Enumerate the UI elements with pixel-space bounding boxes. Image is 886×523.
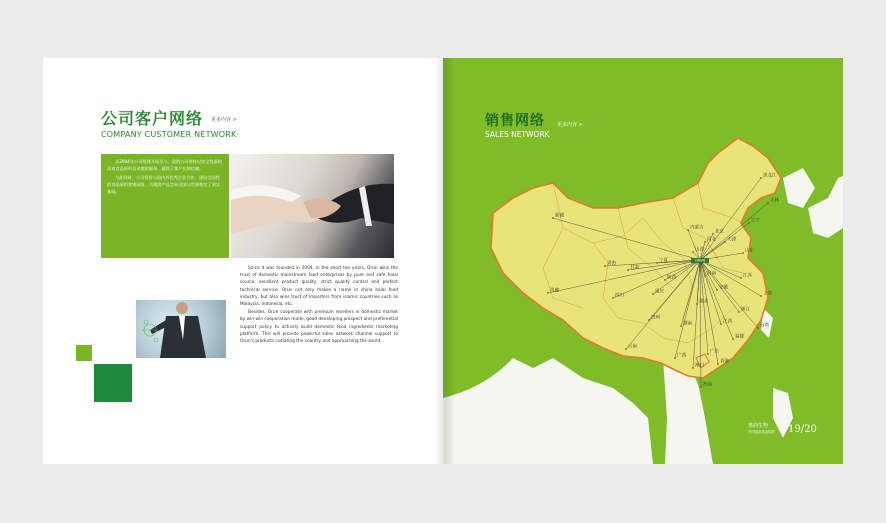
section-title-en: SALES NETWORK [485,130,550,139]
province-dot [625,348,627,350]
decorative-square-small [76,345,92,361]
english-intro-text [240,265,398,346]
province-label: 辽宁 [751,218,760,224]
province-dot [652,293,654,295]
province-label: 河北 [707,237,716,243]
province-dot [767,202,769,204]
province-label: 台湾 [760,323,769,329]
province-dot [760,177,762,179]
province-label: 福建 [735,334,744,340]
cn-paragraph: 与此同时，公司坚持与国内外优秀企业合作，建设全国性的食品原料营销网络，为奥润产品走向全国与世界奠定了坚实基础。 [107,175,221,194]
province-label: 吉林 [770,198,779,204]
province-dot [648,319,650,321]
south-asia-landmass [443,358,653,464]
more-link[interactable]: 更多内容 > [557,122,583,128]
province-label: 重庆 [655,289,664,295]
more-link[interactable]: 更多内容 > [211,117,237,123]
province-label: 西藏 [550,288,559,294]
province-dot [547,292,549,294]
province-dot [707,353,709,355]
section-title-cn: 销售网络 [485,113,545,129]
province-dot [692,251,694,253]
brand-name: 奥润生物 [748,423,769,429]
province-dot [692,367,694,369]
handshake-photo [231,154,394,258]
province-dot [604,265,606,267]
province-label: 黑龙江 [763,173,777,179]
province-dot [760,295,762,297]
province-label: 广东 [710,349,719,355]
province-dot [704,241,706,243]
province-label: 北京 [715,229,724,235]
province-dot [552,217,554,219]
province-label: 甘肃 [630,265,639,271]
province-dot [724,241,726,243]
province-dot [748,222,750,224]
province-dot [712,233,714,235]
province-dot [664,279,666,281]
province-label: 湖南 [683,321,692,327]
brand-logo [748,423,775,435]
province-dot [627,269,629,271]
cn-paragraph: 从2004年公司组建开始至今，奥润公司坚持以安全优质的清真食品原料及卓越的服务，赢得了客户长期信赖。 [107,159,222,171]
province-dot [720,323,722,325]
province-label: 湖北 [699,299,708,305]
province-dot [656,262,658,264]
province-label: 香港 [720,359,729,365]
province-label: 广西 [677,353,686,359]
province-dot [674,357,676,359]
province-dot [717,363,719,365]
chinese-intro-box [101,154,229,258]
page-title-cn: 公司客户网络 [101,109,204,128]
province-dot [696,303,698,305]
province-label: 天津 [727,237,736,243]
province-label: 浙江 [741,307,750,313]
province-dot [732,338,734,340]
brand-tagline: 中国清真食品原料 [748,430,776,434]
en-paragraph: Since it was founded in 2004, in the short ten years, Orun wins the trust of domestic mainstream food enterprises by pure and safe halal source, excellent product quality, strict quality control and perfect technical service. Orun not only makes a name in china halal food industry, but also wins trust of importers from islamic countries such as Malaysia, Indonesia, etc. [240,266,398,308]
province-dot [757,327,759,329]
province-dot [612,297,614,299]
decorative-square-large [94,364,132,402]
province-label: 澳门 [695,363,704,369]
province-dot [716,289,718,291]
province-dot [742,252,744,254]
province-label: 河南 [707,271,716,277]
province-label: 山西 [695,247,704,253]
left-page [43,58,443,464]
province-label: 江西 [723,319,732,325]
province-dot [704,275,706,277]
province-label: 安徽 [719,285,728,291]
hub-label: ORUN [694,258,706,263]
province-label: 江苏 [743,273,752,279]
province-label: 青海 [607,261,616,267]
province-label: 陕西 [667,275,676,281]
province-dot [680,325,682,327]
page-number: 19/20 [788,424,817,435]
china-mainland [491,138,781,378]
province-label: 四川 [615,293,624,299]
province-label: 上海 [763,291,772,297]
province-dot [700,386,702,388]
en-paragraph: Besides, Orun cooperate with premium resellers in domestic market by win-win cooperation mode, good developing prospect and preferential support policy to actively build domestic food ingredients marketing platform. This will provide powerful sales network channel support to Orun's products radiating the country and approaching the world. [240,310,398,345]
province-label: 海南 [703,382,712,388]
province-label: 山东 [745,248,754,254]
province-label: 宁夏 [659,258,668,264]
province-label: 新疆 [555,213,564,219]
brochure-spread [43,58,843,464]
province-dot [738,311,740,313]
province-label: 内蒙古 [690,225,704,231]
province-label: 贵州 [651,315,660,321]
book-gutter [435,58,455,464]
businessman-photo [136,300,226,358]
right-page [443,58,843,464]
korea-peninsula [783,168,815,208]
province-label: 云南 [628,344,637,350]
page-title-en: COMPANY CUSTOMER NETWORK [101,130,237,139]
province-dot [687,229,689,231]
province-dot [740,277,742,279]
